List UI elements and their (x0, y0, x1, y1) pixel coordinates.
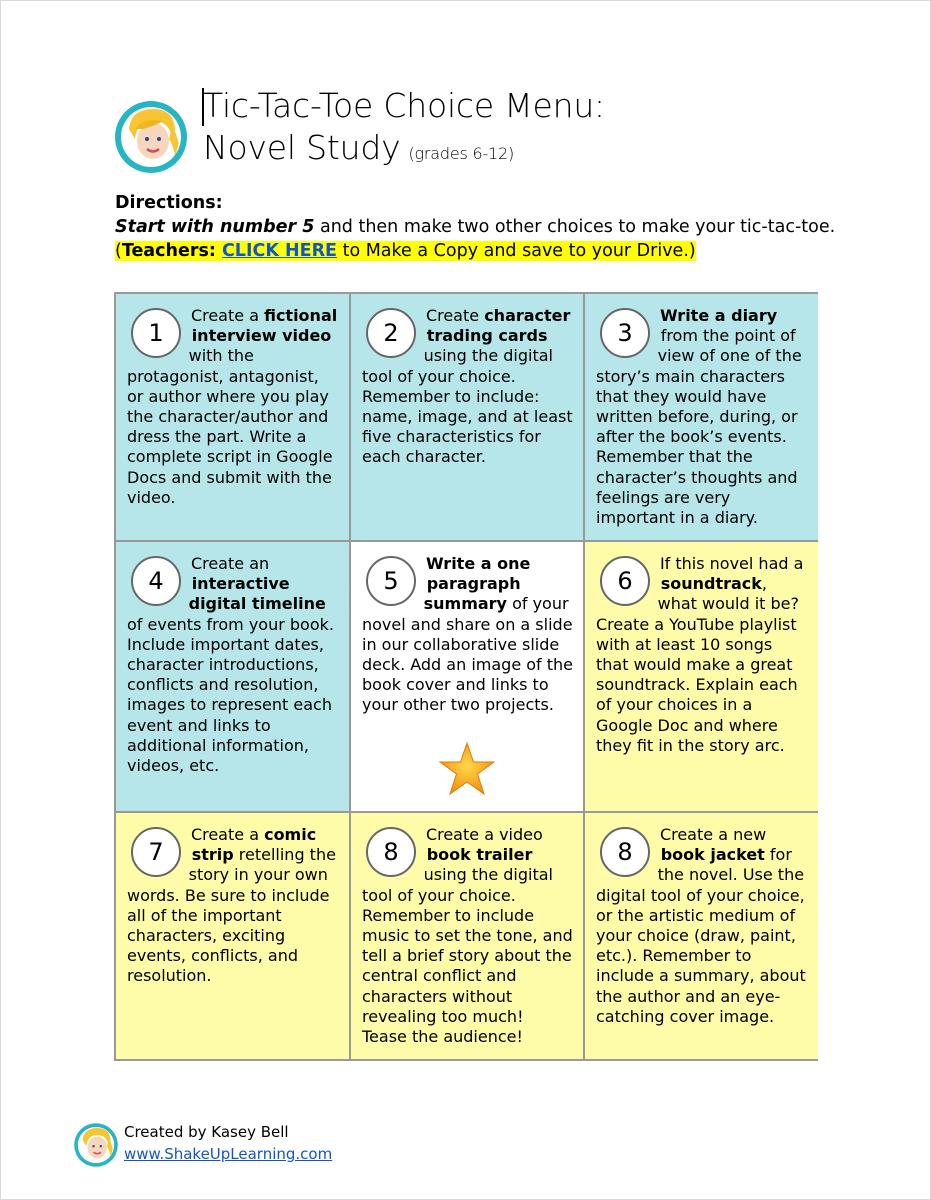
choice-text-body: for the novel. Use the digital tool of your choice, or the artistic medium of your choice (draw, paint, etc.). Remember to include a summary, about the author and an eye-catching cover image. (596, 845, 806, 1026)
title-novel-study: Novel Study (203, 128, 401, 167)
choice-number-circle: 8 (366, 827, 416, 877)
choice-cell-3 (585, 294, 818, 542)
click-here-link[interactable]: CLICK HERE (221, 241, 338, 261)
choice-number-circle: 8 (600, 827, 650, 877)
choice-cell-4 (116, 542, 351, 813)
choice-cell-5 (351, 542, 585, 813)
choice-number-circle: 6 (600, 556, 650, 606)
tic-tac-toe-grid (114, 292, 818, 1061)
choice-number-circle: 3 (600, 308, 650, 358)
choice-text-lead: Create (425, 306, 485, 325)
choice-text-body: of events from your book. Include important dates, character introductions, conflicts and resolution, images to represent each event and links to additional information, videos, etc. (127, 614, 334, 776)
teachers-note-rest: to Make a Copy and save to your Drive.) (337, 241, 696, 261)
title-line-1: Tic-Tac-Toe Choice Menu: (203, 86, 605, 125)
choice-text-lead: Create a (190, 825, 265, 844)
choice-text-bold: book trailer (426, 845, 533, 865)
choice-text-bold: fictional interview video (191, 306, 338, 346)
choice-number-circle: 7 (131, 827, 181, 877)
choice-text-bold: Write a one paragraph summary (423, 554, 531, 614)
star-icon (439, 742, 495, 796)
choice-text-lead: Create a video (425, 825, 543, 844)
choice-text-body: retelling the story in your own words. Be sure to include all of the important characters, exciting events, conflicts, and resolution. (127, 845, 336, 986)
choice-cell-8 (351, 813, 585, 1059)
choice-number-circle: 2 (366, 308, 416, 358)
choice-text-lead: Create an (190, 554, 270, 573)
choice-text-bold: comic strip (191, 825, 317, 865)
choice-cell-6 (585, 542, 818, 813)
choice-number-circle: 5 (366, 556, 416, 606)
choice-cell-1 (116, 294, 351, 542)
choice-cell-9 (585, 813, 818, 1059)
teachers-colon: : (208, 241, 222, 261)
choice-text-body: from the point of view of one of the story’s main characters that they would have written before, during, or after the book’s events. Remember that the character’s thoughts and feelings are very important in a diary. (596, 326, 802, 528)
choice-text-bold: interactive digital timeline (188, 574, 326, 614)
choice-text-body: of your novel and share on a slide in our collaborative slide deck. Add an image of the book cover and links to your other two projects. (362, 594, 574, 715)
teachers-note (115, 241, 696, 261)
choice-text-body: using the digital tool of your choice. Remember to include: name, image, and at least five characteristics for each character. (362, 346, 573, 467)
website-link[interactable]: www.ShakeUpLearning.com (124, 1145, 333, 1163)
choice-text-lead: Create a new (659, 825, 767, 844)
title-line-2 (203, 127, 605, 175)
footer (124, 1121, 332, 1165)
teachers-open-paren: ( (115, 241, 122, 261)
kasey-avatar-logo (113, 99, 189, 175)
choice-text-lead: If this novel had a (659, 554, 804, 573)
created-by-text: Created by Kasey Bell (124, 1123, 289, 1141)
choice-text-body: using the digital tool of your choice. Remember to include music to set the tone, and tell a brief story about the central conflict and characters without revealing too much! Tease the audience! (362, 865, 573, 1047)
choice-cell-7 (116, 813, 351, 1059)
teachers-label: Teachers (121, 241, 209, 261)
page-title (203, 85, 605, 175)
choice-text-lead: Create a (190, 306, 265, 325)
grades-label: (grades 6-12) (408, 144, 515, 163)
choice-text-bold: character trading cards (426, 306, 571, 346)
choice-text-bold: book jacket (660, 845, 765, 865)
directions-block (115, 191, 835, 263)
directions-line-1 (115, 215, 835, 239)
choice-text-bold: soundtrack (660, 574, 762, 594)
directions-line-1-rest: and then make two other choices to make your tic-tac-toe. (314, 217, 836, 237)
choice-number-circle: 1 (131, 308, 181, 358)
choice-cell-2 (351, 294, 585, 542)
choice-text-bold: Write a diary (659, 306, 778, 325)
directions-heading: Directions: (115, 193, 223, 213)
kasey-avatar-footer-logo (73, 1122, 119, 1168)
start-with-5: Start with number 5 (115, 217, 315, 237)
choice-text-body: , what would it be? Create a YouTube playlist with at least 10 songs that would make a great soundtrack. Explain each of your choices in a Google Doc and where they fit in the story arc. (596, 574, 799, 755)
choice-number-circle: 4 (131, 556, 181, 606)
choice-text-body: with the protagonist, antagonist, or author where you play the character/author and dress the part. Write a complete script in Google Docs and submit with the video. (127, 346, 333, 507)
